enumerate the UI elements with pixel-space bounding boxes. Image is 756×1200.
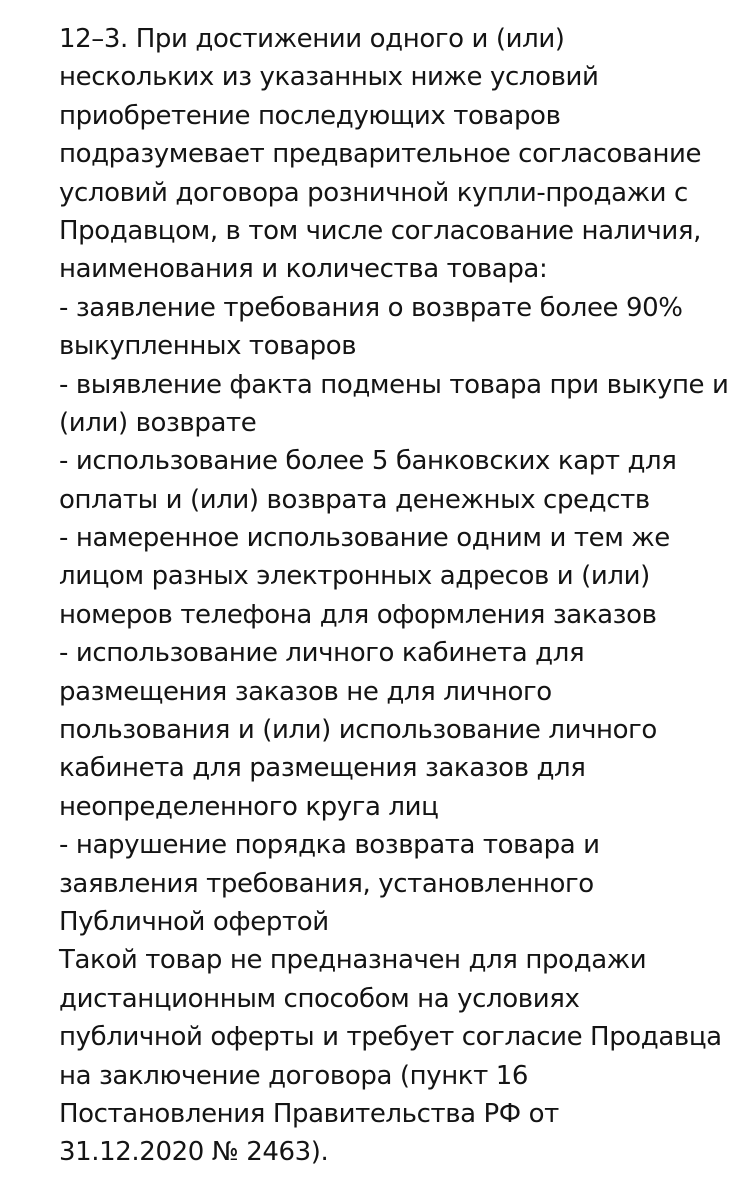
text-line: размещения заказов не для личного [59, 676, 552, 707]
text-line: Продавцом, в том числе согласование наличия, [59, 215, 701, 246]
text-line: - выявление факта подмены товара при выкупе и [59, 369, 729, 400]
text-line: (или) возврате [59, 407, 257, 438]
text-line: 31.12.2020 № 2463). [59, 1137, 329, 1168]
text-line: неопределенного круга лиц [59, 791, 439, 822]
text-line: приобретение последующих товаров [59, 100, 561, 131]
text-line: условий договора розничной купли-продажи с [59, 177, 688, 208]
text-line: наименования и количества товара: [59, 254, 548, 285]
text-line: - использование более 5 банковских карт для [59, 446, 677, 477]
text-line: Такой товар не предназначен для продажи [59, 945, 647, 976]
text-line: номеров телефона для оформления заказов [59, 599, 657, 630]
document-text [59, 20, 749, 1172]
text-line: оплаты и (или) возврата денежных средств [59, 484, 650, 515]
text-line: 12–3. При достижении одного и (или) [59, 24, 565, 54]
text-line: лицом разных электронных адресов и (или) [59, 561, 650, 592]
text-line: дистанционным способом на условиях [59, 983, 580, 1014]
text-line: на заключение договора (пункт 16 [59, 1060, 528, 1091]
text-line: подразумевает предварительное согласование [59, 139, 702, 170]
text-line: нескольких из указанных ниже условий [59, 62, 599, 93]
text-line: - использование личного кабинета для [59, 638, 585, 669]
text-line: публичной оферты и требует согласие Продавца [59, 1022, 722, 1053]
text-line: - намеренное использование одним и тем же [59, 523, 670, 554]
text-line: выкупленных товаров [59, 331, 357, 362]
text-line: Постановления Правительства РФ от [59, 1098, 559, 1129]
text-line: пользования и (или) использование личного [59, 715, 657, 746]
text-line: - нарушение порядка возврата товара и [59, 830, 600, 861]
text-line: заявления требования, установленного [59, 868, 594, 899]
text-line: Публичной офертой [59, 906, 329, 937]
text-line: - заявление требования о возврате более 90% [59, 292, 683, 323]
text-line: кабинета для размещения заказов для [59, 753, 586, 784]
